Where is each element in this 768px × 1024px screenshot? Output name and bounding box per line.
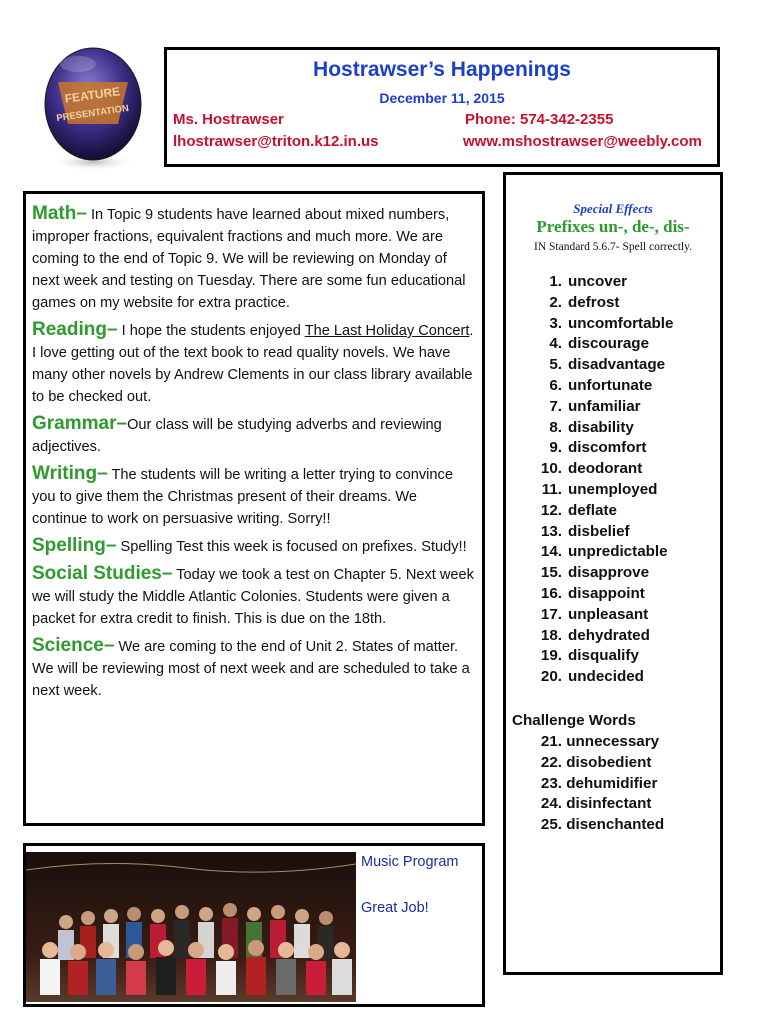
list-item [506, 314, 674, 336]
section-spelling [32, 535, 476, 558]
word-number: 8. [549, 418, 562, 436]
word-number: 9. [549, 439, 562, 457]
word-number: 10. [540, 460, 562, 478]
list-item [506, 605, 649, 627]
spelling-word: deodorant [568, 460, 643, 478]
spelling-word: unpleasant [568, 605, 649, 623]
challenge-word: disenchanted [566, 816, 665, 834]
word-number: 20. [540, 668, 562, 686]
list-item [506, 584, 645, 606]
spelling-word-list [506, 273, 674, 689]
spelling-word: unfortunate [568, 376, 653, 394]
word-number: 19. [540, 647, 562, 665]
section-text: I hope the students enjoyed [117, 323, 305, 339]
word-number: 11. [541, 480, 562, 498]
word-number: 14. [540, 543, 562, 561]
list-item [506, 543, 668, 564]
list-item [506, 460, 643, 481]
list-item [506, 775, 664, 796]
word-number: 24. [540, 795, 562, 813]
section-science [32, 635, 476, 702]
section-text: Spelling Test this week is focused on prefixes. Study!! [116, 539, 467, 555]
word-number: 17. [540, 605, 562, 623]
spelling-word: disqualify [568, 647, 639, 665]
spelling-word: discourage [568, 335, 650, 353]
spelling-word: uncomfortable [568, 314, 674, 332]
phone-number: Phone: 574-342-2355 [465, 111, 614, 128]
word-number: 23. [540, 774, 562, 792]
list-item [506, 356, 666, 377]
section-text: We are coming to the end of Unit 2. States of matter. We will be reviewing most of next week and are scheduled to take a next week. [32, 639, 470, 699]
list-item [506, 647, 639, 668]
word-number: 25. [540, 816, 562, 834]
section-math [32, 203, 476, 314]
word-number: 18. [540, 626, 562, 644]
music-program-panel [23, 843, 485, 1007]
spelling-word: undecided [568, 668, 644, 686]
spelling-title: Prefixes un-, de-, dis- [536, 217, 690, 236]
word-number: 13. [540, 522, 562, 540]
list-item [506, 335, 650, 356]
spelling-word: unemployed [568, 480, 658, 498]
word-number: 2. [549, 293, 562, 311]
spelling-word: discomfort [568, 439, 647, 457]
spelling-list-panel [503, 172, 723, 975]
list-item [506, 733, 664, 754]
section-writing [32, 463, 476, 530]
section-social-studies [32, 563, 476, 630]
newsletter-date: December 11, 2015 [379, 90, 505, 106]
photo-caption-great-job: Great Job! [361, 900, 429, 916]
section-text: Today we took a test on Chapter 5. Next week we will study the Middle Atlantic Colonies. Students were given a packet for extra credit to finish. This is due on the 18th. [32, 567, 474, 627]
word-number: 4. [549, 335, 562, 353]
word-number: 21. [540, 733, 562, 750]
section-heading: Math– [32, 203, 87, 224]
spelling-word: disbelief [568, 522, 630, 540]
spelling-word: disappoint [568, 584, 645, 602]
photo-caption-music-program: Music Program [361, 854, 459, 870]
challenge-word: dehumidifier [566, 774, 658, 792]
list-item [506, 397, 641, 419]
list-item [506, 418, 634, 440]
challenge-word: unnecessary [566, 733, 660, 750]
subjects-panel [23, 191, 485, 826]
section-heading: Grammar– [32, 413, 128, 434]
feature-presentation-logo [38, 44, 148, 174]
list-item [506, 501, 617, 523]
spelling-word: disability [568, 418, 634, 436]
spelling-word: defrost [568, 293, 620, 311]
logo-text-feature: FEATURE [63, 84, 122, 106]
list-item [506, 795, 664, 816]
section-text: In Topic 9 students have learned about mixed numbers, improper fractions, equivalent fractions and much more. We are coming to the end of Topic 9. We will be reviewing on Monday of next week and testing on Tuesday. There are some fun educational games on my website for extra practice. [32, 207, 466, 311]
list-item [506, 668, 644, 689]
spelling-word: disadvantage [568, 356, 666, 374]
section-heading: Social Studies– [32, 563, 173, 584]
challenge-word: disinfectant [566, 795, 652, 813]
word-number: 5. [549, 356, 562, 374]
challenge-word: disobedient [566, 753, 652, 771]
list-item [506, 522, 630, 544]
section-grammar [32, 413, 476, 458]
spelling-word: deflate [568, 501, 617, 519]
website-link[interactable]: www.mshostrawser@weebly.com [463, 133, 702, 150]
list-item [506, 564, 650, 585]
word-number: 6. [549, 376, 562, 394]
section-reading [32, 319, 476, 408]
word-number: 15. [540, 564, 562, 582]
word-number: 7. [549, 397, 562, 415]
list-item [506, 273, 628, 294]
spelling-word: dehydrated [568, 626, 650, 644]
newsletter-header [164, 47, 720, 167]
logo-text-presentation: PRESENTATION [55, 102, 130, 125]
challenge-words-title: Challenge Words [512, 712, 636, 729]
section-text: Our class will be studying adverbs and reviewing adjectives. [32, 417, 442, 455]
section-heading: Writing– [32, 463, 108, 484]
list-item [506, 293, 620, 315]
list-item [506, 480, 658, 502]
spelling-word: unpredictable [568, 543, 668, 561]
choir-photo [26, 852, 356, 1002]
word-number: 22. [540, 753, 562, 771]
section-heading: Spelling– [32, 535, 117, 556]
email-link[interactable]: lhostrawser@triton.k12.in.us [173, 133, 379, 150]
word-number: 16. [540, 584, 562, 602]
list-item [506, 439, 647, 460]
list-item [506, 376, 653, 398]
list-item [506, 816, 664, 837]
spelling-word: disapprove [568, 564, 650, 582]
word-number: 3. [549, 314, 562, 332]
section-heading: Science– [32, 635, 115, 656]
spelling-word: uncover [568, 273, 628, 290]
section-heading: Reading– [32, 319, 118, 340]
section-text: . I love getting out of the text book to read quality novels. We have many other novels by Andrew Clements in our class library available to be checked out. [32, 323, 474, 405]
teacher-name: Ms. Hostrawser [173, 111, 284, 128]
section-text: The students will be writing a letter trying to convince you to give them the Christmas present of their dreams. We continue to work on persuasive writing. Sorry!! [32, 467, 453, 527]
spelling-word: unfamiliar [568, 397, 641, 415]
word-number: 1. [549, 273, 562, 290]
newsletter-title: Hostrawser’s Happenings [313, 58, 571, 81]
list-item [506, 626, 650, 648]
spelling-standard: IN Standard 5.6.7- Spell correctly. [534, 241, 692, 253]
spelling-label: Special Effects [573, 201, 653, 216]
word-number: 12. [540, 501, 562, 519]
list-item [506, 754, 664, 775]
challenge-word-list [506, 733, 664, 837]
book-title: The Last Holiday Concert [304, 323, 470, 339]
